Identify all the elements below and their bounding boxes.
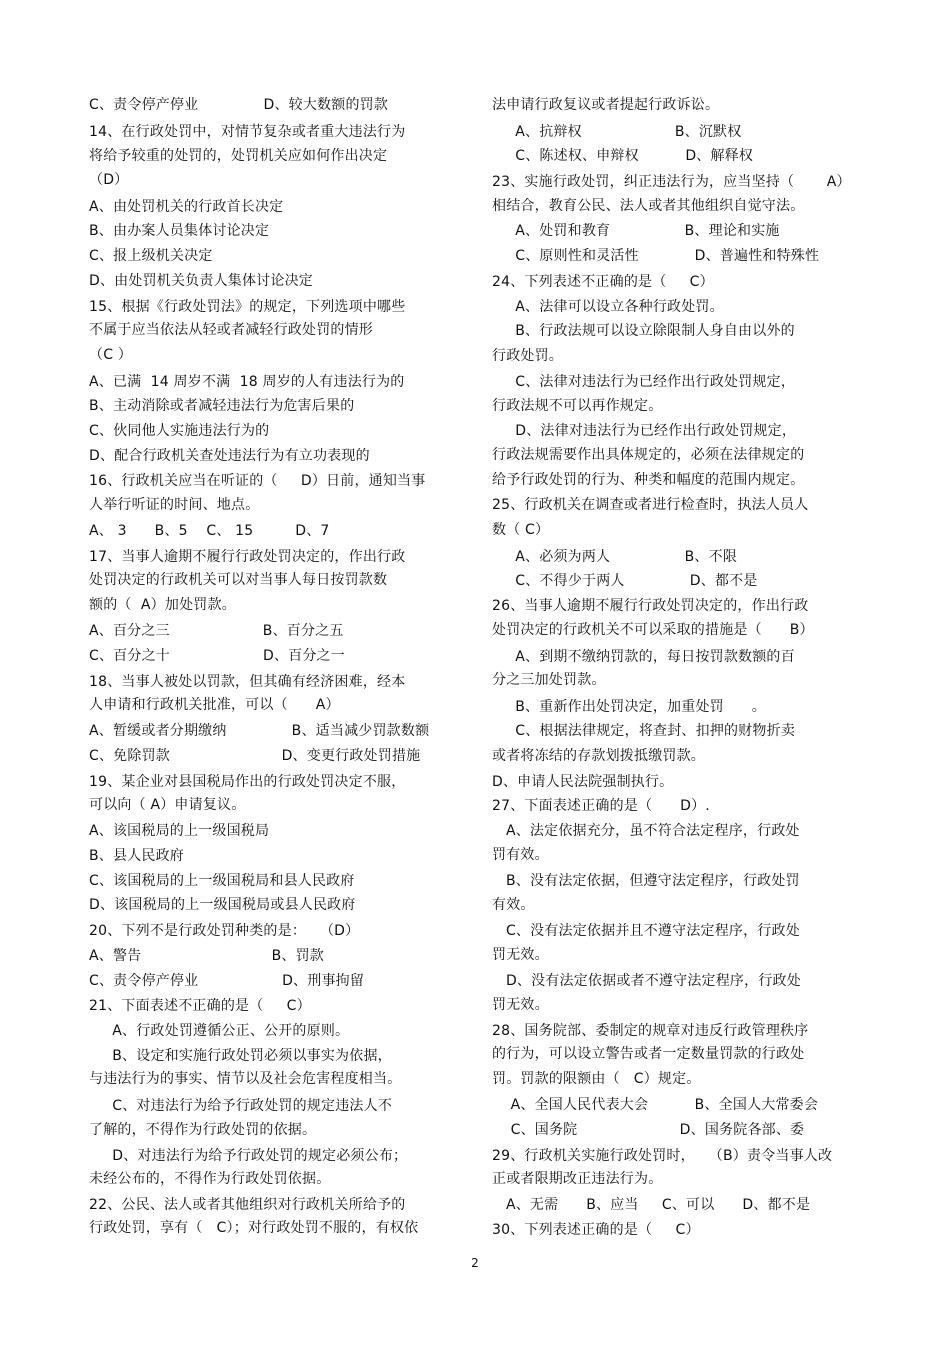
- right-text-line: B、没有法定依据，但遵守法定程序，行政处罚: [492, 873, 800, 889]
- left-text-line: B、由办案人员集体讨论决定: [89, 223, 270, 239]
- left-text-line: 不属于应当依法从轻或者减轻行政处罚的情形: [89, 322, 373, 338]
- right-text-line: 行政法规不可以再作规定。: [492, 398, 663, 414]
- page-number: 2: [471, 1256, 479, 1270]
- right-text-line: 28、国务院部、委制定的规章对违反行政管理秩序: [492, 1023, 809, 1039]
- right-text-line: D、法律对违法行为已经作出行政处罚规定，: [492, 423, 797, 439]
- right-text-line: C、根据法律规定，将查封、扣押的财物折卖: [492, 723, 796, 739]
- right-text-line: A、法律可以设立各种行政处罚。: [492, 299, 724, 315]
- right-text-line: 法申请行政复议或者提起行政诉讼。: [492, 97, 720, 113]
- left-text-line: C、伙同他人实施违法行为的: [89, 423, 270, 439]
- left-text-line: 可以向（ A）申请复议。: [89, 797, 246, 813]
- right-text-line: 相结合，教育公民、法人或者其他组织自觉守法。: [492, 198, 805, 214]
- left-text-line: 14、在行政处罚中，对情节复杂或者重大违法行为: [89, 124, 406, 140]
- left-text-line: 人申请和行政机关批准，可以（ A）: [89, 697, 340, 713]
- left-text-line: 22、公民、法人或者其他组织对行政机关所给予的: [89, 1197, 406, 1213]
- right-text-line: C、陈述权、申辩权 D、解释权: [492, 148, 754, 164]
- left-text-line: 了解的，不得作为行政处罚的依据。: [89, 1122, 317, 1138]
- left-text-line: 人举行听证的时间、地点。: [89, 497, 260, 513]
- left-text-line: 18、当事人被处以罚款，但其确有经济困难，经本: [89, 674, 406, 690]
- left-text-line: C、免除罚款 D、变更行政处罚措施: [89, 748, 421, 764]
- right-text-line: 25、行政机关在调查或者进行检查时，执法人员人: [492, 497, 809, 513]
- right-text-line: 分之三加处罚款。: [492, 672, 606, 688]
- right-text-line: A、到期不缴纳罚款的，每日按罚款数额的百: [492, 649, 795, 665]
- right-text-line: 24、下列表述不正确的是（ C）: [492, 274, 714, 290]
- left-text-line: 19、某企业对县国税局作出的行政处罚决定不服，: [89, 774, 406, 790]
- left-text-line: 未经公布的，不得作为行政处罚依据。: [89, 1171, 331, 1187]
- right-text-line: A、法定依据充分，虽不符合法定程序，行政处: [492, 823, 800, 839]
- right-text-line: A、无需 B、应当 C、可以 D、都不是: [492, 1197, 811, 1213]
- right-text-line: 26、当事人逾期不履行行政处罚决定的，作出行政: [492, 598, 809, 614]
- right-text-line: 的行为，可以设立警告或者一定数量罚款的行政处: [492, 1046, 805, 1062]
- left-text-line: A、 3 B、5 C、 15 D、7: [89, 523, 330, 539]
- right-text-line: B、行政法规可以设立除限制人身自由以外的: [492, 323, 795, 339]
- left-text-line: 将给予较重的处罚的，处罚机关应如何作出决定: [89, 148, 388, 164]
- left-text-line: A、该国税局的上一级国税局: [89, 823, 270, 839]
- left-text-line: D、对违法行为给予行政处罚的规定必须公布；: [89, 1148, 408, 1164]
- left-text-line: 21、下面表述不正确的是（ C）: [89, 998, 311, 1014]
- left-text-line: 15、根据《行政处罚法》的规定，下列选项中哪些: [89, 299, 406, 315]
- right-text-line: A、抗辩权 B、沉默权: [492, 124, 742, 140]
- left-text-line: A、暂缓或者分期缴纳 B、适当减少罚款数额: [89, 723, 430, 739]
- right-text-line: A、全国人民代表大会 B、全国人大常委会: [492, 1097, 819, 1113]
- right-text-line: 或者将冻结的存款划拨抵缴罚款。: [492, 748, 705, 764]
- right-text-line: C、原则性和灵活性 D、普遍性和特殊性: [492, 248, 820, 264]
- left-text-line: 行政处罚，享有（ C）；对行政处罚不服的，有权依: [89, 1220, 419, 1236]
- right-text-line: 有效。: [492, 897, 535, 913]
- left-text-line: 处罚决定的行政机关可以对当事人每日按罚款数: [89, 572, 388, 588]
- right-text-line: 罚无效。: [492, 947, 549, 963]
- right-text-line: 29、行政机关实施行政处罚时， （B）责令当事人改: [492, 1148, 833, 1164]
- right-text-line: C、不得少于两人 D、都不是: [492, 573, 758, 589]
- left-text-line: D、由处罚机关负责人集体讨论决定: [89, 273, 313, 289]
- right-text-line: 处罚决定的行政机关不可以采取的措施是（ B）: [492, 622, 814, 638]
- left-text-line: 17、当事人逾期不履行行政处罚决定的，作出行政: [89, 549, 406, 565]
- right-text-line: B、重新作出处罚决定，加重处罚 。: [492, 699, 766, 715]
- left-text-line: C、责令停产停业 D、刑事拘留: [89, 973, 365, 989]
- right-text-line: C、国务院 D、国务院各部、委: [492, 1122, 805, 1138]
- right-text-line: 罚无效。: [492, 997, 549, 1013]
- right-text-line: 30、下列表述正确的是（ C）: [492, 1222, 700, 1238]
- left-text-line: B、设定和实施行政处罚必须以事实为依据，: [89, 1048, 392, 1064]
- left-text-line: A、警告 B、罚款: [89, 948, 324, 964]
- left-text-line: 额的（ A）加处罚款。: [89, 597, 236, 613]
- left-text-line: A、已满 14 周岁不满 18 周岁的人有违法行为的: [89, 374, 405, 390]
- right-text-line: D、没有法定依据或者不遵守法定程序，行政处: [492, 973, 801, 989]
- left-text-line: C、责令停产停业 D、较大数额的罚款: [89, 97, 389, 113]
- left-text-line: C、该国税局的上一级国税局和县人民政府: [89, 873, 355, 889]
- right-text-line: 罚有效。: [492, 847, 549, 863]
- right-text-line: A、处罚和教育 B、理论和实施: [492, 223, 780, 239]
- right-text-line: 数（ C）: [492, 522, 550, 538]
- right-text-line: C、法律对违法行为已经作出行政处罚规定，: [492, 374, 796, 390]
- left-text-line: D、该国税局的上一级国税局或县人民政府: [89, 897, 356, 913]
- left-text-line: （C ）: [89, 347, 133, 363]
- left-text-line: B、主动消除或者减轻违法行为危害后果的: [89, 398, 355, 414]
- left-text-line: （D）: [89, 172, 129, 188]
- right-text-line: 给予行政处罚的行为、种类和幅度的范围内规定。: [492, 472, 805, 488]
- left-text-line: C、百分之十 D、百分之一: [89, 648, 345, 664]
- left-text-line: D、配合行政机关查处违法行为有立功表现的: [89, 448, 370, 464]
- right-text-line: D、申请人民法院强制执行。: [492, 774, 674, 790]
- left-text-line: A、行政处罚遵循公正、公开的原则。: [89, 1023, 350, 1039]
- right-text-line: 27、下面表述正确的是（ D）.: [492, 798, 710, 814]
- right-text-line: 23、实施行政处罚，纠正违法行为，应当坚持（ A）: [492, 174, 851, 190]
- right-text-line: 行政法规需要作出具体规定的，必须在法律规定的: [492, 447, 805, 463]
- left-text-line: C、对违法行为给予行政处罚的规定违法人不: [89, 1098, 393, 1114]
- left-text-line: A、由处罚机关的行政首长决定: [89, 199, 284, 215]
- left-text-line: B、县人民政府: [89, 848, 185, 864]
- left-text-line: C、报上级机关决定: [89, 248, 213, 264]
- left-text-line: A、百分之三 B、百分之五: [89, 623, 344, 639]
- right-text-line: C、没有法定依据并且不遵守法定程序，行政处: [492, 923, 800, 939]
- right-text-line: A、必须为两人 B、不限: [492, 549, 738, 565]
- right-text-line: 罚。罚款的限额由（ C）规定。: [492, 1071, 701, 1087]
- left-text-line: 与违法行为的事实、情节以及社会危害程度相当。: [89, 1071, 402, 1087]
- right-text-line: 行政处罚。: [492, 348, 563, 364]
- left-text-line: 20、下列不是行政处罚种类的是： （D）: [89, 923, 360, 939]
- right-text-line: 正或者限期改正违法行为。: [492, 1171, 663, 1187]
- left-text-line: 16、行政机关应当在听证的（ D）日前，通知当事: [89, 473, 426, 489]
